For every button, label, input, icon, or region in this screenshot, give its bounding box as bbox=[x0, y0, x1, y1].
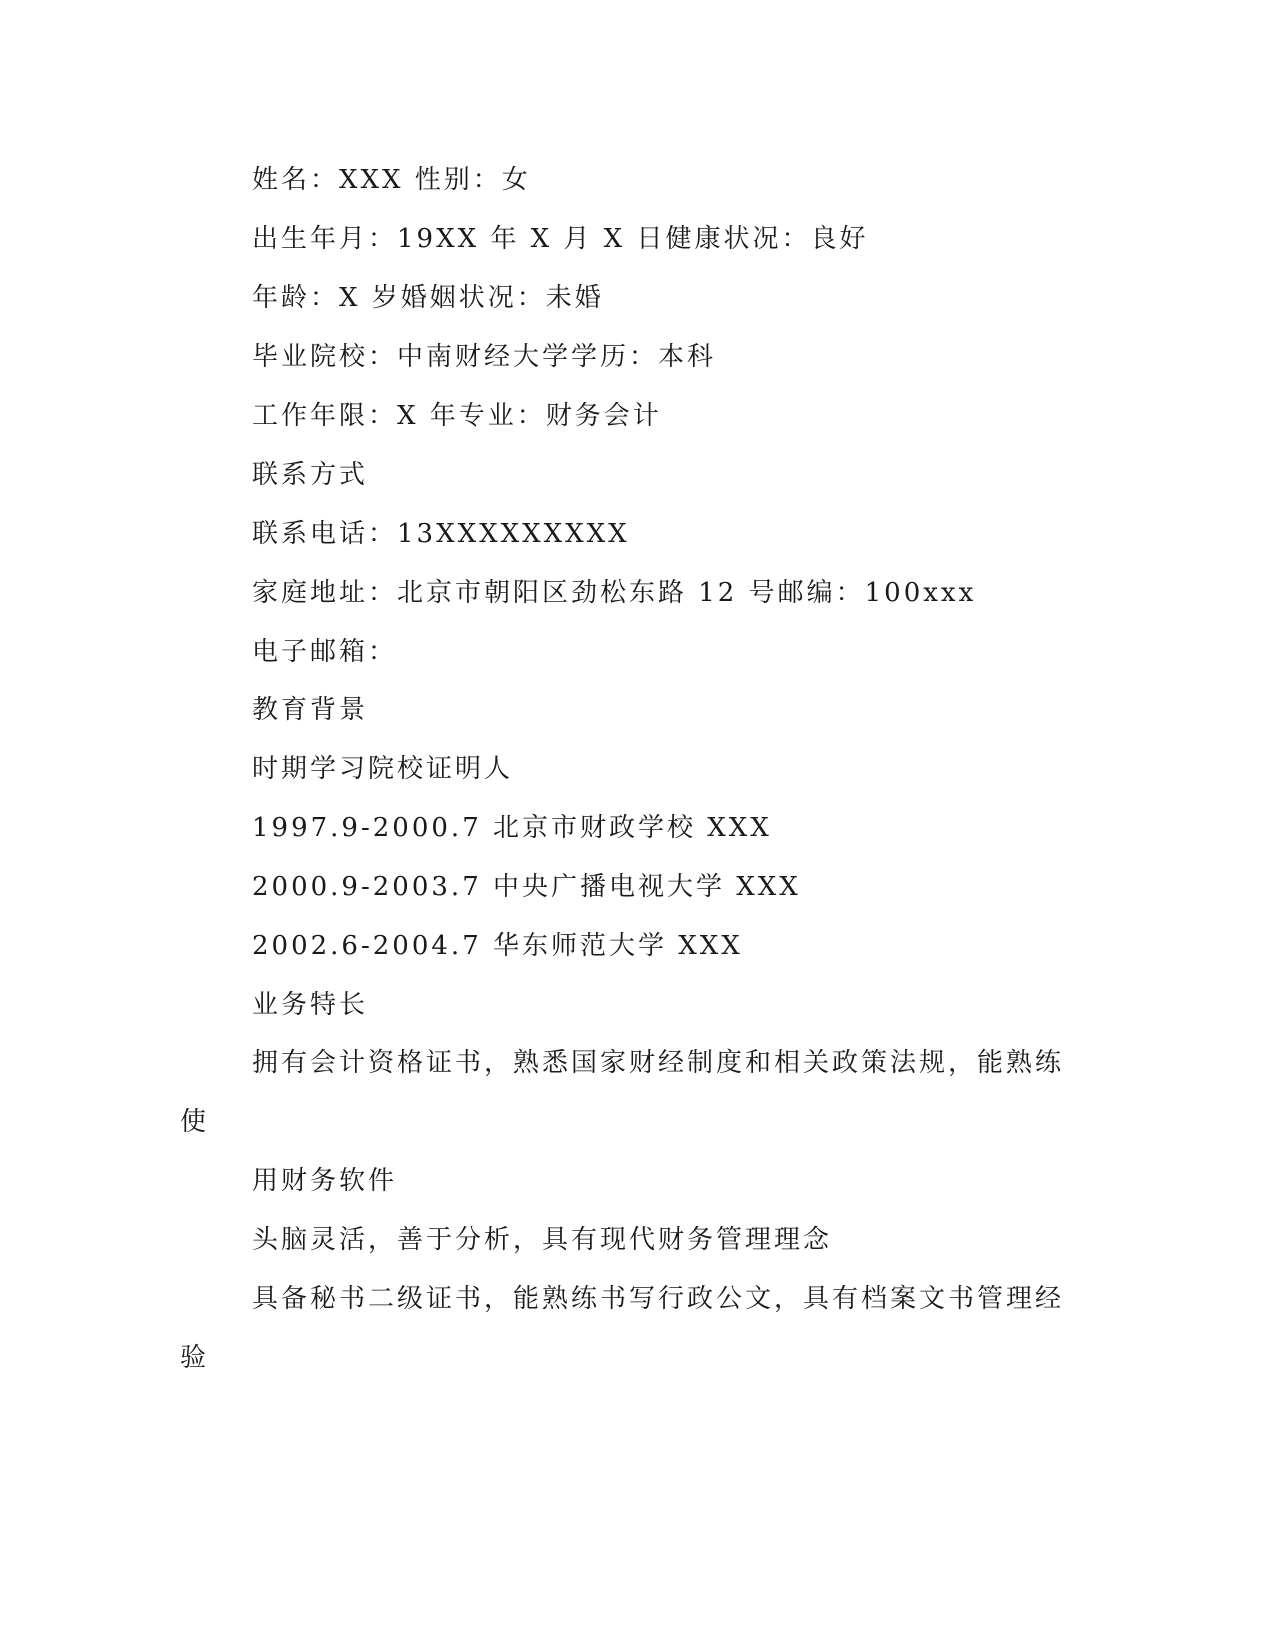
education-header-row: 时期学习院校证明人 bbox=[252, 754, 514, 784]
education-row: 2000.9-2003.7 中央广播电视大学 XXX bbox=[252, 872, 801, 902]
text-line-email: 电子邮箱： bbox=[252, 637, 398, 667]
section-heading-skills: 业务特长 bbox=[252, 990, 369, 1020]
education-row: 2002.6-2004.7 华东师范大学 XXX bbox=[252, 931, 743, 961]
section-heading-contact: 联系方式 bbox=[252, 460, 369, 490]
text-line-name-gender: 姓名：XXX 性别：女 bbox=[252, 165, 531, 195]
text-line-age-marital: 年龄：X 岁婚姻状况：未婚 bbox=[252, 283, 604, 313]
education-row: 1997.9-2000.7 北京市财政学校 XXX bbox=[252, 813, 772, 843]
text-line-address: 家庭地址：北京市朝阳区劲松东路 12 号邮编：100xxx bbox=[252, 578, 977, 608]
text-line-birth-health: 出生年月：19XX 年 X 月 X 日健康状况：良好 bbox=[252, 224, 869, 254]
text-line-years-major: 工作年限：X 年专业：财务会计 bbox=[252, 401, 662, 431]
skills-paragraph-line: 用财务软件 bbox=[252, 1166, 398, 1196]
text-line-school-degree: 毕业院校：中南财经大学学历：本科 bbox=[252, 342, 717, 372]
section-heading-education: 教育背景 bbox=[252, 695, 369, 725]
text-line-phone: 联系电话：13XXXXXXXXX bbox=[252, 519, 630, 549]
skills-paragraph-line: 具备秘书二级证书，能熟练书写行政公文，具有档案文书管理经 bbox=[252, 1284, 1065, 1314]
skills-paragraph-line: 头脑灵活，善于分析，具有现代财务管理理念 bbox=[252, 1225, 833, 1255]
skills-paragraph-line: 验 bbox=[180, 1343, 210, 1373]
skills-paragraph-line: 使 bbox=[180, 1107, 210, 1137]
skills-paragraph-line: 拥有会计资格证书，熟悉国家财经制度和相关政策法规，能熟练 bbox=[252, 1048, 1065, 1078]
